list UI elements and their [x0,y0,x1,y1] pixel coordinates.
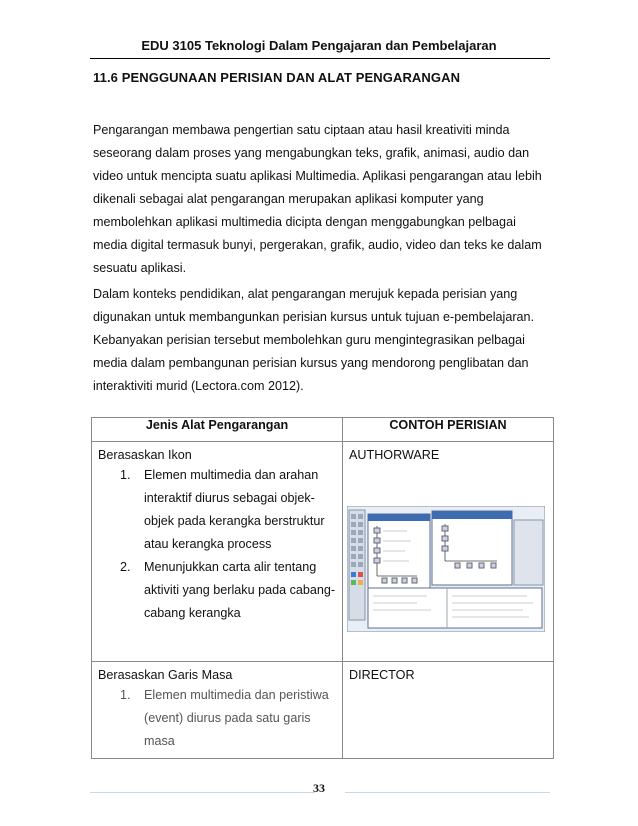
paragraph-line: video untuk mencipta suatu aplikasi Multimedia. Aplikasi pengarangan atau lebih [93,169,542,183]
list-line: aktiviti yang berlaku pada cabang- [144,583,336,597]
list-item [98,684,336,753]
list-line: masa [144,734,175,748]
type-cell [92,662,343,759]
paragraph-line: media dalam pembangunan perisian kursus yang mendorong penglibatan dan [93,356,529,370]
paragraph-line: Pengarangan membawa pengertian satu ciptaan atau hasil kreativiti minda [93,123,510,137]
table-header-row [92,418,554,442]
header-rule [90,58,550,59]
paragraph-line: membolehkan aplikasi multimedia dicipta dengan menggabungkan pelbagai [93,215,516,229]
paragraph-line: sesuatu aplikasi. [93,261,187,275]
list-item [98,464,336,556]
list-line: (event) diurus pada satu garis [144,711,311,725]
list-line: objek pada kerangka berstruktur [144,514,325,528]
list-line: Menunjukkan carta alir tentang [144,560,317,574]
page-number: 33 [313,781,325,795]
list-line: interaktif diurus sebagai objek- [144,491,315,505]
example-label: AUTHORWARE [349,448,440,462]
authorware-screenshot-image [347,506,545,632]
list-line: atau kerangka process [144,537,272,551]
footer-rule-right [345,792,550,793]
list-number: 1. [120,468,131,482]
feature-list [98,464,336,625]
list-item [98,556,336,625]
example-cell [343,662,554,759]
paragraph-line: digunakan untuk membangunkan perisian kursus untuk tujuan e-pembelajaran. [93,310,535,324]
table-row [92,442,554,662]
category-label: Berasaskan Ikon [98,448,192,462]
column-header-type: Jenis Alat Pengarangan [92,418,343,442]
authoring-tools-table [91,417,554,759]
list-line: Elemen multimedia dan peristiwa [144,688,329,702]
list-line: Elemen multimedia dan arahan [144,468,319,482]
paragraph-line: seseorang dalam proses yang mengabungkan teks, grafik, animasi, audio dan [93,146,530,160]
paragraph-line: interaktiviti murid (Lectora.com 2012). [93,379,304,393]
category-label: Berasaskan Garis Masa [98,668,233,682]
section-title: 11.6 PENGGUNAAN PERISIAN DAN ALAT PENGARANGAN [93,70,461,85]
column-header-example: CONTOH PERISIAN [343,418,554,442]
paragraph-1 [93,119,553,280]
paragraph-line: Kebanyakan perisian tersebut membolehkan guru mengintegrasikan pelbagai [93,333,525,347]
table-row [92,662,554,759]
example-cell [343,442,554,662]
paragraph-line: Dalam konteks pendidikan, alat pengarangan merujuk kepada perisian yang [93,287,518,301]
running-header: EDU 3105 Teknologi Dalam Pengajaran dan Pembelajaran [141,38,497,53]
example-label: DIRECTOR [349,668,415,682]
list-line: cabang kerangka [144,606,241,620]
feature-list [98,684,336,753]
type-cell [92,442,343,662]
paragraph-line: media digital termasuk bunyi, pergerakan, grafik, audio, video dan teks ke dalam [93,238,542,252]
list-number: 2. [120,560,131,574]
paragraph-line: dikenali sebagai alat pengarangan merupakan aplikasi komputer yang [93,192,484,206]
list-number: 1. [120,688,131,702]
paragraph-2 [93,283,553,398]
